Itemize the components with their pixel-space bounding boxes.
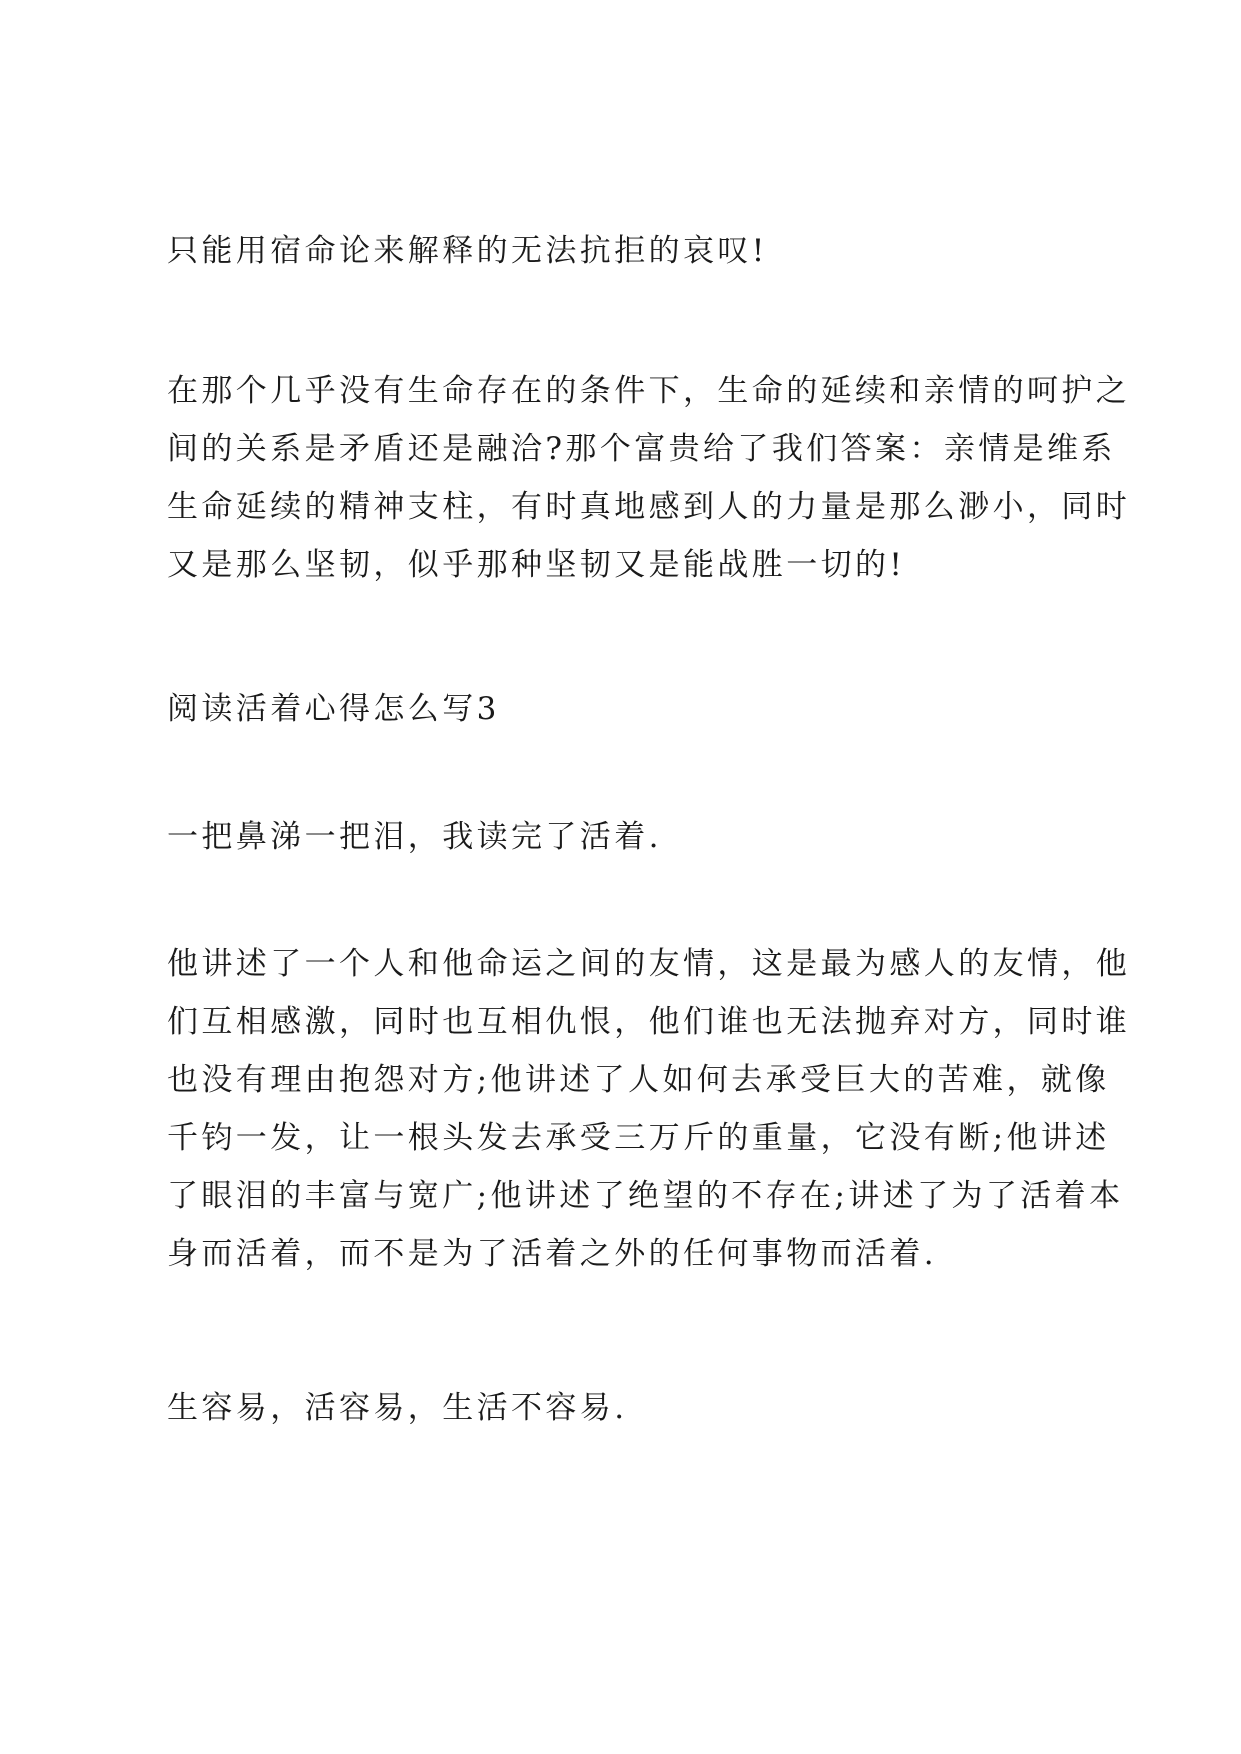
paragraph-line: 只能用宿命论来解释的无法抗拒的哀叹!	[167, 233, 768, 269]
paragraph-line: 又是那么坚韧，似乎那种坚韧又是能战胜一切的!	[167, 547, 906, 583]
paragraph-line: 生容易，活容易，生活不容易.	[167, 1390, 628, 1426]
paragraph-line: 生命延续的精神支柱，有时真地感到人的力量是那么渺小，同时	[167, 489, 1131, 525]
paragraph-lament	[167, 222, 1097, 280]
paragraph-tears	[167, 808, 1097, 866]
paragraph-line: 间的关系是矛盾还是融洽?那个富贵给了我们答案：亲情是维系	[167, 431, 1116, 467]
paragraph-line: 一把鼻涕一把泪，我读完了活着.	[167, 819, 662, 855]
paragraph-family-bond	[167, 362, 1131, 594]
paragraph-living	[167, 1379, 1097, 1437]
heading-line: 阅读活着心得怎么写3	[167, 691, 500, 727]
paragraph-line: 也没有理由抱怨对方;他讲述了人如何去承受巨大的苦难，就像	[167, 1062, 1110, 1098]
section-heading	[167, 680, 1097, 738]
paragraph-line: 在那个几乎没有生命存在的条件下，生命的延续和亲情的呵护之	[167, 373, 1131, 409]
paragraph-line: 他讲述了一个人和他命运之间的友情，这是最为感人的友情，他	[167, 946, 1131, 982]
paragraph-line: 们互相感激，同时也互相仇恨，他们谁也无法抛弃对方，同时谁	[167, 1004, 1131, 1040]
paragraph-fate-friendship	[167, 935, 1131, 1283]
paragraph-line: 了眼泪的丰富与宽广;他讲述了绝望的不存在;讲述了为了活着本	[167, 1178, 1124, 1214]
paragraph-line: 身而活着，而不是为了活着之外的任何事物而活着.	[167, 1236, 938, 1272]
paragraph-line: 千钧一发，让一根头发去承受三万斤的重量，它没有断;他讲述	[167, 1120, 1110, 1156]
